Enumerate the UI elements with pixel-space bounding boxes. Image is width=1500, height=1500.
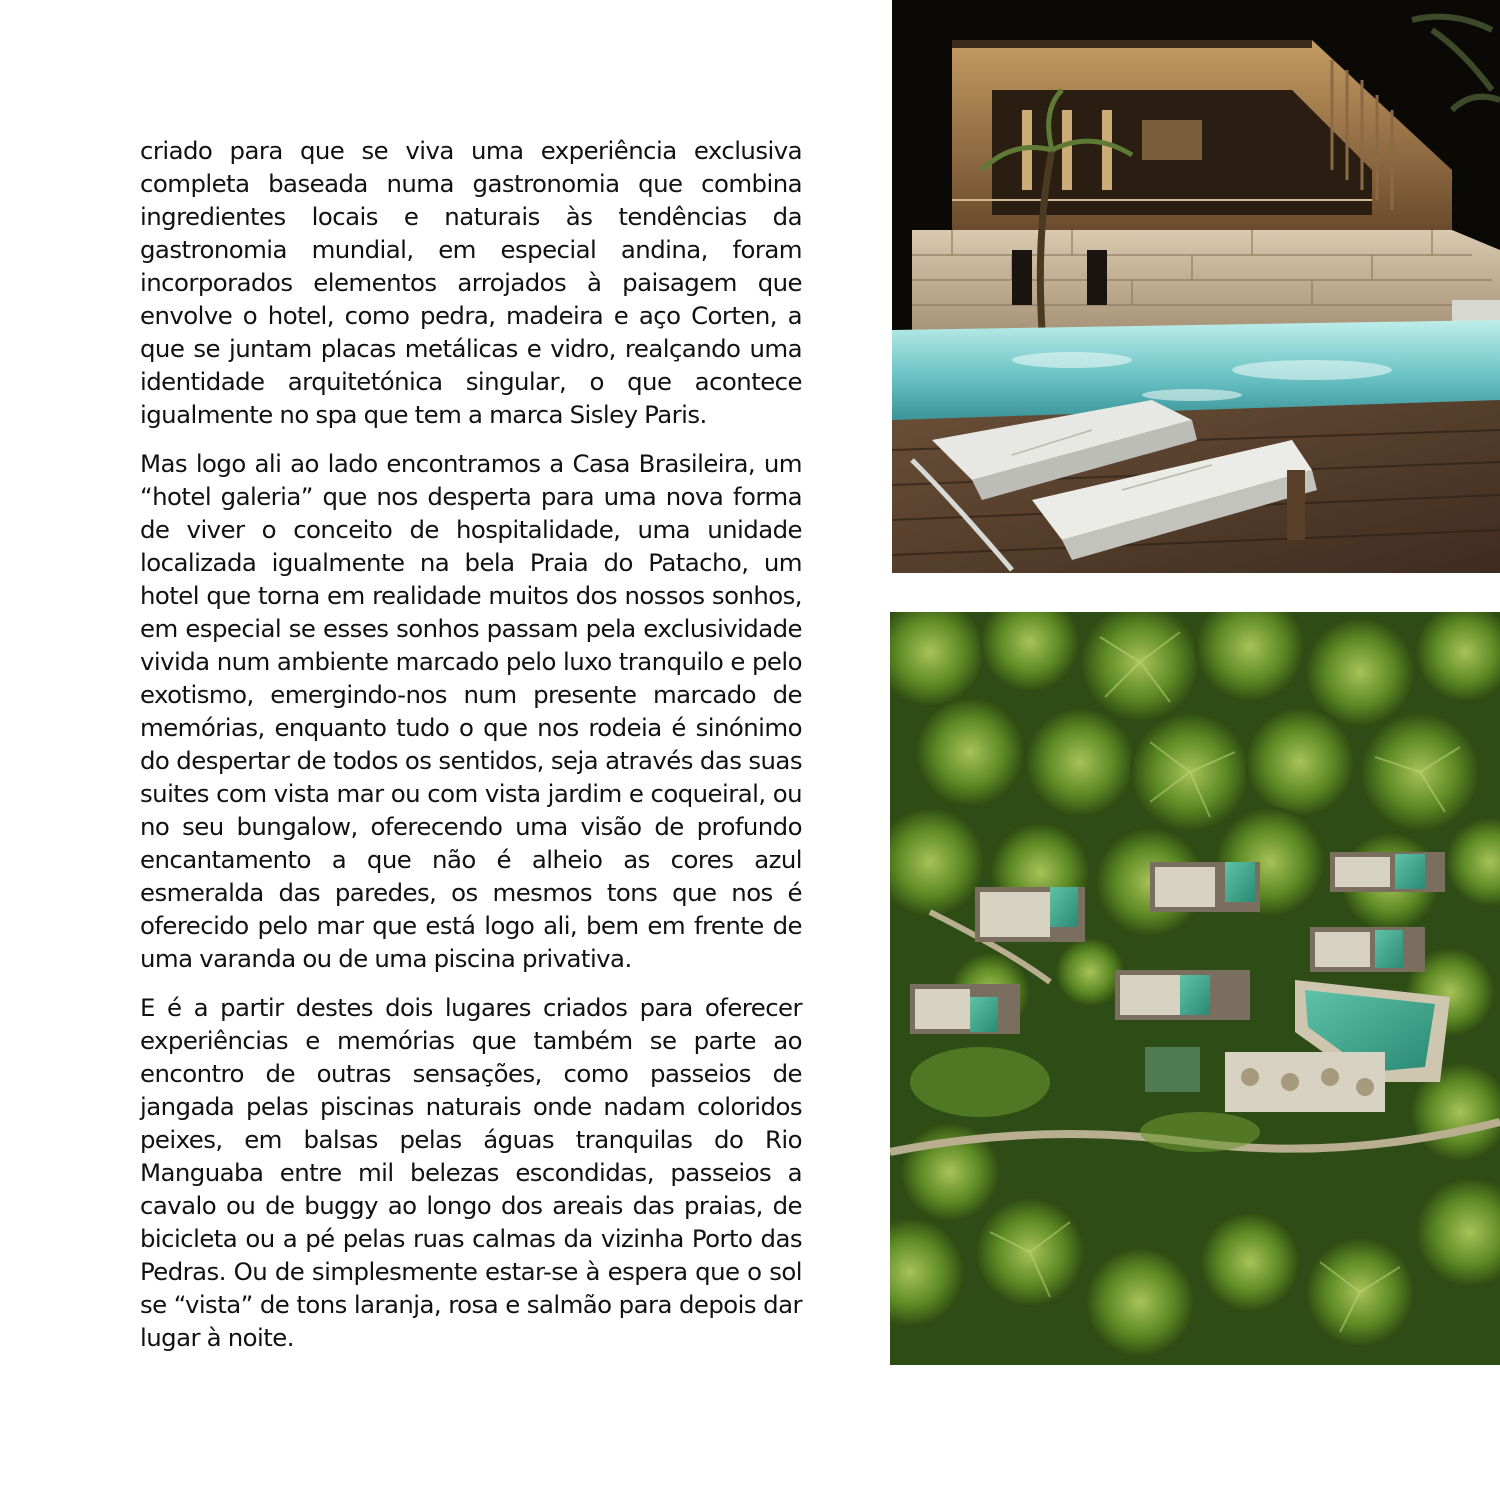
aerial-garden-illustration: [890, 612, 1500, 1365]
paragraph-1: criado para que se viva uma experiência exclusiva completa baseada numa gastronomia que combina ingredientes locais e naturais às tendências da gastronomia mundial, em especial andina, foram incorporados elementos arrojados à paisagem que envolve o hotel, como pedra, madeira e aço Corten, a que se juntam placas metálicas e vidro, realçando uma identidade arquitetónica singular, o que acontece igualmente no spa que tem a marca Sisley Paris.: [140, 136, 802, 429]
night-pool-illustration: [892, 0, 1500, 573]
article-body: [140, 134, 802, 1370]
paragraph-3: E é a partir destes dois lugares criados para oferecer experiências e memórias que também se parte ao encontro de outras sensações, como passeios de jangada pelas piscinas naturais onde nadam coloridos peixes, em balsas pelas águas tranquilas do Rio Manguaba entre mil belezas escondidas, passeios a cavalo ou de buggy ao longo dos areais das praias, de bicicleta ou a pé pelas ruas calmas da vizinha Porto das Pedras. Ou de simplesmente estar-se à espera que o sol se “vista” de tons laranja, rosa e salmão para depois dar lugar à noite.: [140, 993, 802, 1352]
hotel-night-pool-photo: [892, 0, 1500, 573]
aerial-garden-suites-photo: [890, 612, 1500, 1365]
paragraph-2: Mas logo ali ao lado encontramos a Casa Brasileira, um “hotel galeria” que nos desperta para uma nova forma de viver o conceito de hospitalidade, uma unidade localizada igualmente na bela Praia do Patacho, um hotel que torna em realidade muitos dos nossos sonhos, em especial se esses sonhos passam pela exclusividade vivida num ambiente marcado pelo luxo tranquilo e pelo exotismo, emergindo-nos num presente marcado de memórias, enquanto tudo o que nos rodeia é sinónimo do despertar de todos os sentidos, seja através das suas suites com vista mar ou com vista jardim e coqueiral, ou no seu bungalow, oferecendo uma visão de profundo encantamento a que não é alheio as cores azul esmeralda das paredes, os mesmos tons que nos é oferecido pelo mar que está logo ali, bem em frente de uma varanda ou de uma piscina privativa.: [140, 449, 802, 973]
